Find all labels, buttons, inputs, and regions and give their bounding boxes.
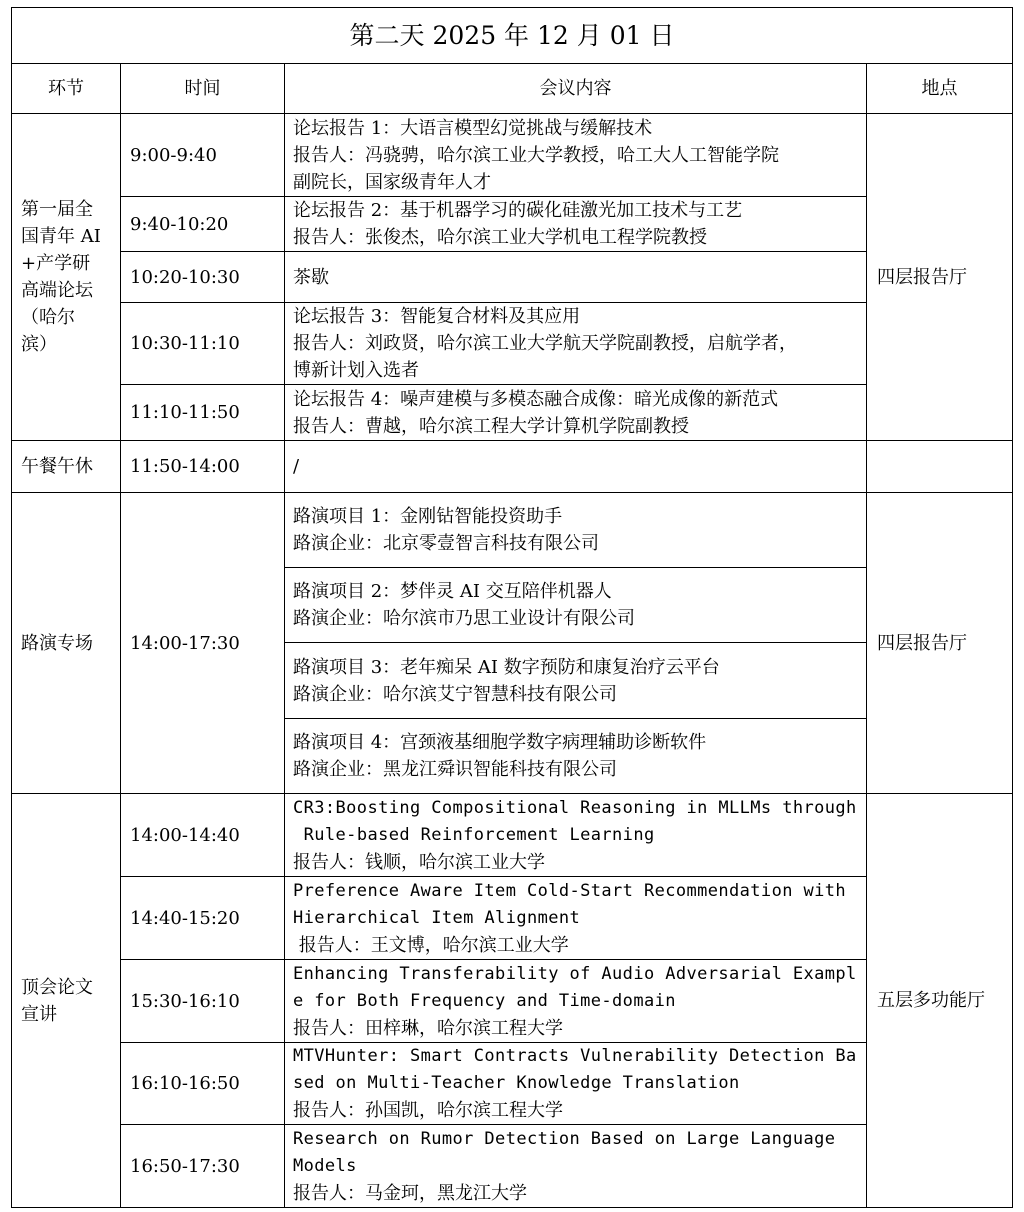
time-cell: 11:10-11:50 (121, 385, 285, 441)
time-cell: 10:20-10:30 (121, 252, 285, 303)
content-cell (285, 1125, 867, 1208)
content-cell (285, 960, 867, 1043)
segment-forum: 第一届全 国青年 AI +产学研 高端论坛 （哈尔 滨） (12, 114, 121, 441)
paper-speaker: 报告人：马金珂，黑龙江大学 (293, 1182, 527, 1204)
table-row (12, 794, 1013, 877)
time-cell: 16:50-17:30 (121, 1125, 285, 1208)
content-cell: 论坛报告 4：噪声建模与多模态融合成像：暗光成像的新范式 报告人：曹越，哈尔滨工程大学计算机学院副教授 (285, 385, 867, 441)
paper-title: MTVHunter: Smart Contracts Vulnerability Detection Ba sed on Multi-Teacher Knowledge Translation (293, 1046, 857, 1093)
header-content: 会议内容 (285, 64, 867, 114)
content-cell: / (285, 441, 867, 493)
paper-speaker: 报告人：田梓琳，哈尔滨工程大学 (293, 1017, 563, 1039)
header-row (12, 64, 1013, 114)
time-cell: 14:00-14:40 (121, 794, 285, 877)
content-cell (285, 794, 867, 877)
table-row (12, 303, 1013, 385)
time-cell: 14:40-15:20 (121, 877, 285, 960)
table-row (12, 1043, 1013, 1125)
time-cell: 9:40-10:20 (121, 197, 285, 252)
content-cell: 路演项目 2：梦伴灵 AI 交互陪伴机器人 路演企业：哈尔滨市乃思工业设计有限公司 (285, 568, 867, 643)
content-cell: 论坛报告 2：基于机器学习的碳化硅激光加工技术与工艺 报告人：张俊杰，哈尔滨工业大学机电工程学院教授 (285, 197, 867, 252)
place-roadshow: 四层报告厅 (867, 493, 1013, 794)
table-row (12, 1125, 1013, 1208)
time-cell: 9:00-9:40 (121, 114, 285, 197)
segment-papers: 顶会论文 宣讲 (12, 794, 121, 1208)
paper-speaker: 报告人：孙国凯，哈尔滨工程大学 (293, 1100, 563, 1121)
table-row (12, 441, 1013, 493)
place-lunch (867, 441, 1013, 493)
paper-speaker: 报告人：王文博，哈尔滨工业大学 (293, 934, 569, 956)
content-cell: 路演项目 1：金刚钻智能投资助手 路演企业：北京零壹智言科技有限公司 (285, 493, 867, 568)
schedule-table (11, 7, 1013, 1208)
header-place: 地点 (867, 64, 1013, 114)
paper-title: Enhancing Transferability of Audio Adversarial Exampl e for Both Frequency and Time-domain (293, 963, 857, 1011)
segment-roadshow: 路演专场 (12, 493, 121, 794)
content-cell: 论坛报告 1：大语言模型幻觉挑战与缓解技术 报告人：冯骁骋，哈尔滨工业大学教授，哈工大人工智能学院 副院长，国家级青年人才 (285, 114, 867, 197)
table-row (12, 252, 1013, 303)
content-cell (285, 877, 867, 960)
content-cell: 路演项目 3：老年痴呆 AI 数字预防和康复治疗云平台 路演企业：哈尔滨艾宁智慧科技有限公司 (285, 643, 867, 719)
paper-title: Preference Aware Item Cold-Start Recommendation with Hierarchical Item Alignment (293, 880, 847, 928)
place-forum: 四层报告厅 (867, 114, 1013, 441)
table-row (12, 960, 1013, 1043)
table-row (12, 197, 1013, 252)
title-row (12, 8, 1013, 64)
time-cell: 15:30-16:10 (121, 960, 285, 1043)
paper-title: CR3:Boosting Compositional Reasoning in MLLMs through Rule-based Reinforcement Learning (293, 797, 857, 845)
content-cell: 论坛报告 3：智能复合材料及其应用 报告人：刘政贤，哈尔滨工业大学航天学院副教授，启航学者， 博新计划入选者 (285, 303, 867, 385)
time-cell: 10:30-11:10 (121, 303, 285, 385)
table-row (12, 877, 1013, 960)
table-row (12, 114, 1013, 197)
paper-title: Research on Rumor Detection Based on Large Language Models (293, 1128, 836, 1176)
time-cell: 16:10-16:50 (121, 1043, 285, 1125)
schedule-document (11, 7, 1013, 1208)
table-row (12, 493, 1013, 568)
header-segment: 环节 (12, 64, 121, 114)
page-title: 第二天 2025 年 12 月 01 日 (12, 8, 1013, 64)
content-cell: 茶歇 (285, 252, 867, 303)
content-cell: 路演项目 4：宫颈液基细胞学数字病理辅助诊断软件 路演企业：黑龙江舜识智能科技有限公司 (285, 719, 867, 794)
paper-speaker: 报告人：钱顺，哈尔滨工业大学 (293, 851, 545, 873)
time-cell: 11:50-14:00 (121, 441, 285, 493)
content-cell (285, 1043, 867, 1125)
time-roadshow: 14:00-17:30 (121, 493, 285, 794)
header-time: 时间 (121, 64, 285, 114)
place-papers: 五层多功能厅 (867, 794, 1013, 1208)
table-row (12, 385, 1013, 441)
segment-lunch: 午餐午休 (12, 441, 121, 493)
